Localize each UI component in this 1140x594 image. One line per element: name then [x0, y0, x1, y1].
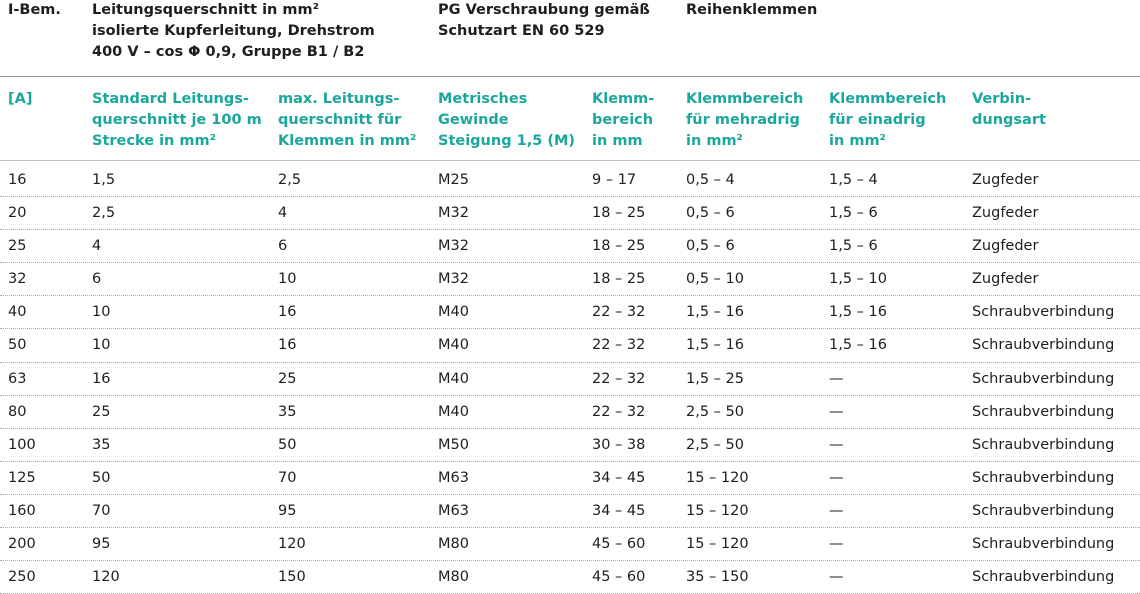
cell-clamp-multi: 15 – 120 [686, 536, 749, 553]
cell-clamp-single: — [829, 436, 844, 453]
cell-clamp-range: 45 – 60 [592, 536, 646, 553]
cell-connection-type: Schraubverbindung [972, 436, 1115, 453]
table-row [0, 429, 1140, 462]
cell-standard-cross-section: 10 [92, 337, 111, 354]
cell-standard-cross-section: 4 [92, 238, 102, 255]
table-row [0, 396, 1140, 429]
cell-connection-type: Schraubverbindung [972, 502, 1115, 519]
cell-max-cross-section: 16 [278, 337, 297, 354]
cell-clamp-multi: 0,5 – 4 [686, 172, 735, 188]
cell-clamp-multi: 1,5 – 16 [686, 304, 744, 321]
cell-clamp-single: — [829, 536, 844, 553]
group-header-leitungsquerschnitt: Leitungsquerschnitt in mm² isolierte Kupferleitung, Drehstrom 400 V – cos Φ 0,9, Gruppe B1 / B2 [92, 2, 375, 60]
cell-thread: M80 [438, 569, 469, 586]
cell-connection-type: Schraubverbindung [972, 569, 1115, 586]
cell-max-cross-section: 25 [278, 370, 297, 387]
subheader-standard-cross-section: Standard Leitungs- querschnitt je 100 m Strecke in mm² [92, 91, 262, 149]
cell-thread: M32 [438, 238, 469, 255]
cell-clamp-range: 22 – 32 [592, 370, 646, 387]
table-row [0, 164, 1140, 197]
cell-standard-cross-section: 70 [92, 502, 111, 519]
cell-max-cross-section: 95 [278, 502, 297, 519]
cell-clamp-multi: 15 – 120 [686, 502, 749, 519]
cell-max-cross-section: 2,5 [278, 172, 302, 188]
cell-clamp-single: — [829, 403, 844, 420]
subheader-connection-type: Verbin- dungsart [972, 91, 1046, 128]
cell-standard-cross-section: 1,5 [92, 172, 116, 188]
cell-clamp-single: 1,5 – 6 [829, 238, 878, 255]
cell-thread: M50 [438, 436, 469, 453]
cell-current: 16 [8, 172, 27, 188]
cell-max-cross-section: 35 [278, 403, 297, 420]
cell-current: 50 [8, 337, 27, 354]
cell-max-cross-section: 4 [278, 205, 288, 222]
cell-clamp-single: — [829, 469, 844, 486]
cell-thread: M32 [438, 205, 469, 222]
cell-clamp-range: 34 – 45 [592, 502, 646, 519]
cell-clamp-range: 30 – 38 [592, 436, 646, 453]
cell-thread: M40 [438, 403, 469, 420]
cell-thread: M25 [438, 172, 469, 188]
cell-clamp-multi: 2,5 – 50 [686, 403, 744, 420]
cell-clamp-single: 1,5 – 16 [829, 304, 887, 321]
subheader-clamp-single: Klemmbereich für einadrig in mm² [829, 91, 947, 149]
cell-thread: M40 [438, 337, 469, 354]
cell-current: 250 [8, 569, 36, 586]
cell-clamp-range: 22 – 32 [592, 304, 646, 321]
table-row [0, 462, 1140, 495]
cell-standard-cross-section: 50 [92, 469, 111, 486]
table-row [0, 363, 1140, 396]
subheader-max-cross-section: max. Leitungs- querschnitt für Klemmen in mm² [278, 91, 417, 149]
cell-clamp-range: 22 – 32 [592, 403, 646, 420]
cell-clamp-multi: 0,5 – 6 [686, 238, 735, 255]
subheader-clamp-range: Klemm- bereich in mm [592, 91, 655, 149]
cell-current: 200 [8, 536, 36, 553]
cell-thread: M40 [438, 304, 469, 321]
cell-current: 100 [8, 436, 36, 453]
cell-current: 80 [8, 403, 27, 420]
cell-clamp-multi: 1,5 – 16 [686, 337, 744, 354]
cell-current: 63 [8, 370, 27, 387]
cell-standard-cross-section: 10 [92, 304, 111, 321]
cell-clamp-single: 1,5 – 6 [829, 205, 878, 222]
cell-max-cross-section: 50 [278, 436, 297, 453]
cell-standard-cross-section: 6 [92, 271, 102, 288]
cell-max-cross-section: 70 [278, 469, 297, 486]
table-row [0, 528, 1140, 561]
cell-clamp-single: — [829, 569, 844, 586]
cell-thread: M63 [438, 502, 469, 519]
table-row [0, 296, 1140, 329]
table-row [0, 329, 1140, 362]
cell-clamp-single: 1,5 – 4 [829, 172, 878, 188]
cell-clamp-range: 9 – 17 [592, 172, 637, 188]
cell-standard-cross-section: 2,5 [92, 205, 116, 222]
cell-connection-type: Zugfeder [972, 172, 1039, 188]
cell-standard-cross-section: 120 [92, 569, 120, 586]
cell-clamp-range: 34 – 45 [592, 469, 646, 486]
cell-clamp-multi: 35 – 150 [686, 569, 749, 586]
cell-connection-type: Schraubverbindung [972, 370, 1115, 387]
cell-clamp-range: 45 – 60 [592, 569, 646, 586]
cell-max-cross-section: 150 [278, 569, 306, 586]
cell-clamp-range: 18 – 25 [592, 238, 646, 255]
cell-max-cross-section: 16 [278, 304, 297, 321]
cell-standard-cross-section: 25 [92, 403, 111, 420]
table-row [0, 197, 1140, 230]
table-body [0, 164, 1140, 594]
cell-connection-type: Schraubverbindung [972, 536, 1115, 553]
subheader-metric-thread: Metrisches Gewinde Steigung 1,5 (M) [438, 91, 576, 149]
cell-clamp-multi: 2,5 – 50 [686, 436, 744, 453]
header-divider [0, 76, 1140, 77]
cell-thread: M32 [438, 271, 469, 288]
cell-standard-cross-section: 35 [92, 436, 111, 453]
subheader-divider [0, 160, 1140, 161]
cell-connection-type: Zugfeder [972, 271, 1039, 288]
cell-connection-type: Schraubverbindung [972, 304, 1115, 321]
table-row [0, 561, 1140, 594]
cell-current: 32 [8, 271, 27, 288]
cell-clamp-single: 1,5 – 16 [829, 337, 887, 354]
cell-connection-type: Zugfeder [972, 205, 1039, 222]
cell-current: 125 [8, 469, 36, 486]
cell-thread: M63 [438, 469, 469, 486]
group-header-i-bem: I-Bem. [8, 2, 61, 18]
group-header-pg-verschraubung: PG Verschraubung gemäß Schutzart EN 60 529 [438, 2, 650, 39]
cell-standard-cross-section: 95 [92, 536, 111, 553]
cell-thread: M80 [438, 536, 469, 553]
subheader-current: [A] [8, 91, 33, 107]
cell-clamp-range: 22 – 32 [592, 337, 646, 354]
cell-clamp-multi: 0,5 – 6 [686, 205, 735, 222]
cell-current: 25 [8, 238, 27, 255]
cell-clamp-range: 18 – 25 [592, 205, 646, 222]
cell-connection-type: Schraubverbindung [972, 469, 1115, 486]
group-header-reihenklemmen: Reihenklemmen [686, 2, 818, 18]
cell-connection-type: Zugfeder [972, 238, 1039, 255]
cell-clamp-range: 18 – 25 [592, 271, 646, 288]
subheader-clamp-multi: Klemmbereich für mehradrig in mm² [686, 91, 804, 149]
cell-max-cross-section: 120 [278, 536, 306, 553]
cell-clamp-multi: 0,5 – 10 [686, 271, 744, 288]
cell-current: 160 [8, 502, 36, 519]
cell-max-cross-section: 10 [278, 271, 297, 288]
cell-current: 20 [8, 205, 27, 222]
table-row [0, 230, 1140, 263]
cell-clamp-single: — [829, 370, 844, 387]
table-row [0, 263, 1140, 296]
cell-clamp-single: — [829, 502, 844, 519]
table-row [0, 495, 1140, 528]
cell-current: 40 [8, 304, 27, 321]
cell-standard-cross-section: 16 [92, 370, 111, 387]
cell-connection-type: Schraubverbindung [972, 403, 1115, 420]
cell-connection-type: Schraubverbindung [972, 337, 1115, 354]
cell-clamp-multi: 1,5 – 25 [686, 370, 744, 387]
cell-thread: M40 [438, 370, 469, 387]
cell-clamp-single: 1,5 – 10 [829, 271, 887, 288]
cell-max-cross-section: 6 [278, 238, 288, 255]
cell-clamp-multi: 15 – 120 [686, 469, 749, 486]
